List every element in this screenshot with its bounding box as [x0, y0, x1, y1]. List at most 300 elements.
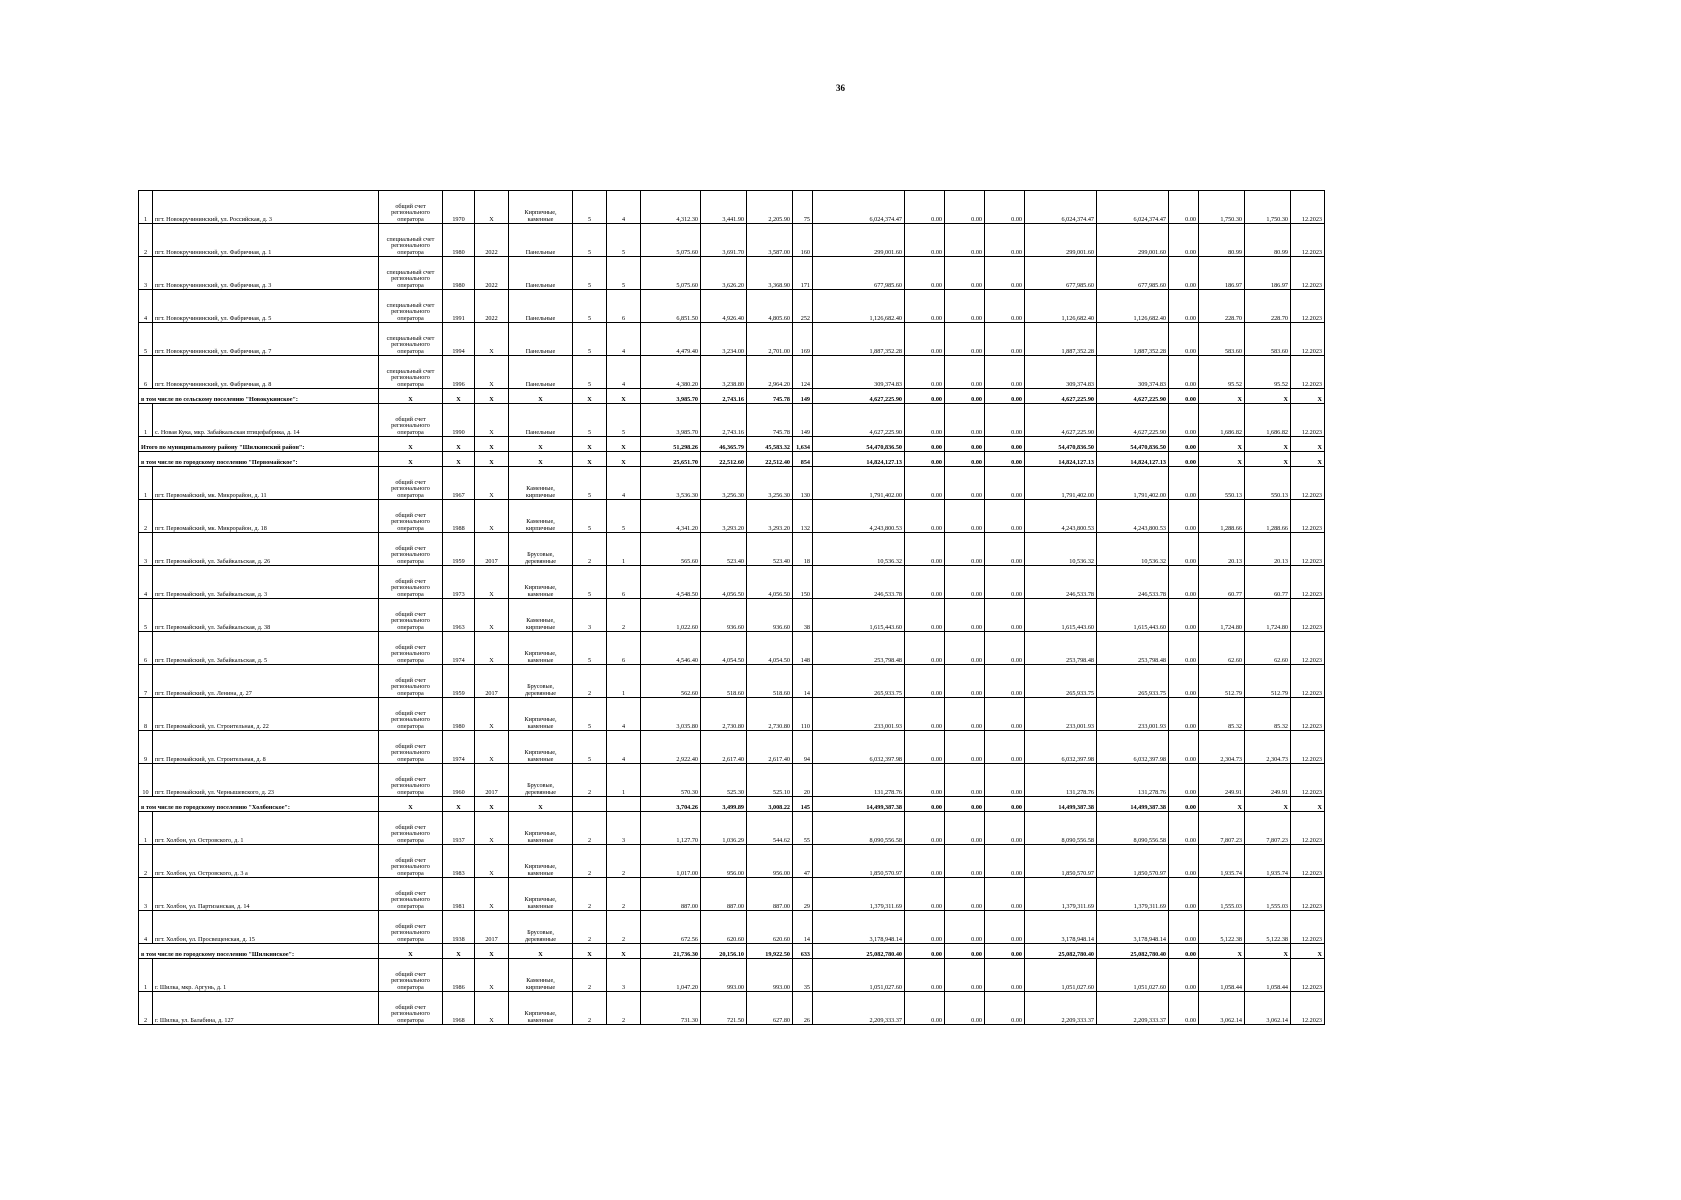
cell-premises-area: 3,234.00: [701, 323, 747, 356]
subtotal-cost-regional: 0.00: [945, 797, 985, 812]
cell-entrances: 6: [607, 632, 641, 665]
cell-floors: 2: [573, 992, 607, 1025]
subtotal-cost-federal: 0.00: [905, 389, 945, 404]
cell-total-cost: 246,533.78: [813, 566, 905, 599]
subtotal-cost-other: 0.00: [1169, 944, 1199, 959]
cell-planned-date: 12.2023: [1291, 878, 1325, 911]
cell-year-overhaul: Х: [475, 878, 509, 911]
subtotal-fund-account: Х: [379, 944, 443, 959]
cell-total-cost: 1,850,570.97: [813, 845, 905, 878]
subtotal-cost-local: 0.00: [985, 437, 1025, 452]
table-row: [139, 992, 1325, 1025]
cell-year-built: 1996: [443, 356, 475, 389]
cell-year-overhaul: Х: [475, 500, 509, 533]
table-row: [139, 290, 1325, 323]
cell-cost-other: 0.00: [1169, 764, 1199, 797]
cell-year-overhaul: Х: [475, 323, 509, 356]
cell-cost-owners: 131,278.76: [1025, 764, 1097, 797]
cell-cost-fund: 253,798.48: [1097, 632, 1169, 665]
cell-residential-area: 2,617.40: [747, 731, 793, 764]
cell-unit-cost: 60.77: [1199, 566, 1245, 599]
cell-cost-owners: 1,791,402.00: [1025, 467, 1097, 500]
cell-cost-fund: 1,379,311.69: [1097, 878, 1169, 911]
cell-max-unit-cost: 1,750.30: [1245, 191, 1291, 224]
cell-cost-federal: 0.00: [905, 731, 945, 764]
cell-total-area: 2,922.40: [641, 731, 701, 764]
cell-planned-date: 12.2023: [1291, 632, 1325, 665]
cell-address: пгт. Новокручининский, ул. Фабричная, д. 3: [153, 257, 379, 290]
cell-floors: 5: [573, 731, 607, 764]
subtotal-premises-area: 20,156.10: [701, 944, 747, 959]
cell-planned-date: 12.2023: [1291, 665, 1325, 698]
cell-premises-area: 525.30: [701, 764, 747, 797]
cell-entrances: 4: [607, 467, 641, 500]
cell-residents: 14: [793, 665, 813, 698]
cell-year-built: 1983: [443, 845, 475, 878]
cell-year-built: 1963: [443, 599, 475, 632]
cell-unit-cost: 1,555.03: [1199, 878, 1245, 911]
cell-cost-owners: 3,178,948.14: [1025, 911, 1097, 944]
cell-premises-area: 2,617.40: [701, 731, 747, 764]
cell-cost-regional: 0.00: [945, 992, 985, 1025]
cell-max-unit-cost: 3,062.14: [1245, 992, 1291, 1025]
cell-unit-cost: 1,750.30: [1199, 191, 1245, 224]
cell-floors: 2: [573, 911, 607, 944]
subtotal-cost-regional: 0.00: [945, 437, 985, 452]
cell-total-cost: 233,001.93: [813, 698, 905, 731]
cell-cost-fund: 677,985.60: [1097, 257, 1169, 290]
cell-wall-material: Каменные, кирпичные: [509, 959, 573, 992]
cell-row-number: 7: [139, 665, 153, 698]
cell-address: пгт. Первомайский, ул. Забайкальская, д. 38: [153, 599, 379, 632]
table-row: [139, 224, 1325, 257]
cell-floors: 5: [573, 566, 607, 599]
cell-wall-material: Кирпичные, каменные: [509, 191, 573, 224]
table-row: [139, 878, 1325, 911]
cell-cost-owners: 1,887,352.28: [1025, 323, 1097, 356]
cell-residents: 160: [793, 224, 813, 257]
subtotal-label: в том числе по сельскому поселению "Новокукинское":: [139, 389, 379, 404]
cell-cost-regional: 0.00: [945, 533, 985, 566]
cell-cost-owners: 677,985.60: [1025, 257, 1097, 290]
cell-premises-area: 2,743.16: [701, 404, 747, 437]
subtotal-cost-local: 0.00: [985, 452, 1025, 467]
cell-residents: 18: [793, 533, 813, 566]
cell-total-area: 4,546.40: [641, 632, 701, 665]
cell-cost-local: 0.00: [985, 356, 1025, 389]
cell-cost-federal: 0.00: [905, 599, 945, 632]
cell-max-unit-cost: 186.97: [1245, 257, 1291, 290]
table-row: [139, 566, 1325, 599]
cell-floors: 2: [573, 665, 607, 698]
cell-year-overhaul: Х: [475, 566, 509, 599]
cell-premises-area: 956.00: [701, 845, 747, 878]
cell-year-overhaul: 2022: [475, 290, 509, 323]
cell-max-unit-cost: 1,058.44: [1245, 959, 1291, 992]
cell-floors: 5: [573, 698, 607, 731]
cell-cost-other: 0.00: [1169, 698, 1199, 731]
subtotal-total-cost: 14,499,387.38: [813, 797, 905, 812]
cell-cost-fund: 1,051,027.60: [1097, 959, 1169, 992]
cell-wall-material: Каменные, кирпичные: [509, 467, 573, 500]
subtotal-residents: 633: [793, 944, 813, 959]
cell-residents: 148: [793, 632, 813, 665]
subtotal-floors: Х: [573, 452, 607, 467]
cell-cost-fund: 1,887,352.28: [1097, 323, 1169, 356]
cell-total-cost: 4,627,225.90: [813, 404, 905, 437]
cell-total-area: 1,022.60: [641, 599, 701, 632]
cell-floors: 5: [573, 323, 607, 356]
cell-planned-date: 12.2023: [1291, 566, 1325, 599]
cell-cost-regional: 0.00: [945, 323, 985, 356]
cell-cost-other: 0.00: [1169, 257, 1199, 290]
cell-cost-regional: 0.00: [945, 500, 985, 533]
subtotal-max-unit-cost: Х: [1245, 944, 1291, 959]
cell-total-area: 5,075.60: [641, 257, 701, 290]
cell-entrances: 2: [607, 599, 641, 632]
subtotal-cost-other: 0.00: [1169, 437, 1199, 452]
cell-cost-owners: 1,051,027.60: [1025, 959, 1097, 992]
cell-address: пгт. Первомайский, ул. Строительная, д. 8: [153, 731, 379, 764]
subtotal-wall-material: Х: [509, 452, 573, 467]
cell-floors: 5: [573, 500, 607, 533]
cell-cost-regional: 0.00: [945, 845, 985, 878]
cell-year-overhaul: Х: [475, 731, 509, 764]
cell-fund-account: специальный счет регионального оператора: [379, 224, 443, 257]
cell-cost-fund: 10,536.32: [1097, 533, 1169, 566]
cell-total-cost: 265,933.75: [813, 665, 905, 698]
cell-max-unit-cost: 1,555.03: [1245, 878, 1291, 911]
cell-residents: 38: [793, 599, 813, 632]
cell-residential-area: 3,293.20: [747, 500, 793, 533]
cell-floors: 2: [573, 812, 607, 845]
subtotal-residents: 149: [793, 389, 813, 404]
cell-year-overhaul: Х: [475, 599, 509, 632]
cell-total-cost: 1,615,443.60: [813, 599, 905, 632]
cell-residents: 55: [793, 812, 813, 845]
cell-total-area: 1,127.70: [641, 812, 701, 845]
subtotal-entrances: Х: [607, 437, 641, 452]
cell-cost-owners: 6,032,397.98: [1025, 731, 1097, 764]
cell-address: пгт. Новокручининский, ул. Фабричная, д. 8: [153, 356, 379, 389]
subtotal-floors: Х: [573, 389, 607, 404]
cell-residential-area: 993.00: [747, 959, 793, 992]
cell-residents: 130: [793, 467, 813, 500]
cell-residential-area: 2,964.20: [747, 356, 793, 389]
cell-entrances: 1: [607, 764, 641, 797]
cell-premises-area: 3,626.20: [701, 257, 747, 290]
cell-max-unit-cost: 62.60: [1245, 632, 1291, 665]
cell-max-unit-cost: 583.60: [1245, 323, 1291, 356]
cell-planned-date: 12.2023: [1291, 959, 1325, 992]
cell-fund-account: общий счет регионального оператора: [379, 911, 443, 944]
subtotal-cost-owners: 4,627,225.90: [1025, 389, 1097, 404]
cell-address: пгт. Первомайский, ул. Забайкальская, д. 5: [153, 632, 379, 665]
cell-cost-federal: 0.00: [905, 959, 945, 992]
subtotal-cost-fund: 14,499,387.38: [1097, 797, 1169, 812]
cell-premises-area: 721.50: [701, 992, 747, 1025]
cell-unit-cost: 5,122.38: [1199, 911, 1245, 944]
cell-fund-account: общий счет регионального оператора: [379, 500, 443, 533]
cell-entrances: 5: [607, 404, 641, 437]
cell-year-built: 1959: [443, 665, 475, 698]
cell-max-unit-cost: 228.70: [1245, 290, 1291, 323]
cell-entrances: 6: [607, 290, 641, 323]
cell-residential-area: 936.60: [747, 599, 793, 632]
cell-cost-other: 0.00: [1169, 959, 1199, 992]
cell-row-number: 10: [139, 764, 153, 797]
subtotal-total-area: 3,985.70: [641, 389, 701, 404]
cell-max-unit-cost: 1,724.80: [1245, 599, 1291, 632]
cell-fund-account: общий счет регионального оператора: [379, 404, 443, 437]
cell-address: пгт. Холбон, ул. Просвещенская, д. 15: [153, 911, 379, 944]
cell-cost-fund: 6,032,397.98: [1097, 731, 1169, 764]
table-row: [139, 812, 1325, 845]
subtotal-cost-fund: 14,824,127.13: [1097, 452, 1169, 467]
cell-cost-federal: 0.00: [905, 404, 945, 437]
cell-cost-federal: 0.00: [905, 665, 945, 698]
cell-row-number: 4: [139, 566, 153, 599]
subtotal-year-overhaul: Х: [475, 944, 509, 959]
subtotal-cost-other: 0.00: [1169, 452, 1199, 467]
cell-unit-cost: 1,724.80: [1199, 599, 1245, 632]
cell-floors: 3: [573, 599, 607, 632]
cell-cost-other: 0.00: [1169, 191, 1199, 224]
cell-premises-area: 518.60: [701, 665, 747, 698]
cell-wall-material: Брусовые, деревянные: [509, 911, 573, 944]
cell-wall-material: Кирпичные, каменные: [509, 878, 573, 911]
cell-residential-area: 887.00: [747, 878, 793, 911]
cell-cost-federal: 0.00: [905, 323, 945, 356]
table-row: [139, 404, 1325, 437]
cell-fund-account: общий счет регионального оператора: [379, 632, 443, 665]
cell-entrances: 5: [607, 500, 641, 533]
housing-register-table: [138, 190, 1325, 1025]
cell-wall-material: Панельные: [509, 290, 573, 323]
cell-residents: 150: [793, 566, 813, 599]
cell-cost-owners: 265,933.75: [1025, 665, 1097, 698]
cell-residential-area: 544.62: [747, 812, 793, 845]
subtotal-entrances: Х: [607, 389, 641, 404]
cell-year-overhaul: 2022: [475, 224, 509, 257]
cell-max-unit-cost: 1,935.74: [1245, 845, 1291, 878]
cell-unit-cost: 550.13: [1199, 467, 1245, 500]
cell-wall-material: Кирпичные, каменные: [509, 632, 573, 665]
cell-entrances: 2: [607, 911, 641, 944]
subtotal-total-area: 21,736.30: [641, 944, 701, 959]
cell-wall-material: Брусовые, деревянные: [509, 533, 573, 566]
subtotal-planned-date: Х: [1291, 944, 1325, 959]
cell-cost-local: 0.00: [985, 764, 1025, 797]
cell-entrances: 1: [607, 533, 641, 566]
subtotal-max-unit-cost: Х: [1245, 797, 1291, 812]
cell-premises-area: 3,256.30: [701, 467, 747, 500]
cell-total-cost: 6,032,397.98: [813, 731, 905, 764]
cell-residential-area: 627.80: [747, 992, 793, 1025]
cell-premises-area: 887.00: [701, 878, 747, 911]
cell-address: г. Шилка, мкр. Аргунь, д. 1: [153, 959, 379, 992]
cell-cost-federal: 0.00: [905, 911, 945, 944]
cell-row-number: 1: [139, 467, 153, 500]
cell-entrances: 4: [607, 698, 641, 731]
subtotal-unit-cost: Х: [1199, 797, 1245, 812]
cell-year-overhaul: 2017: [475, 665, 509, 698]
cell-total-area: 4,380.20: [641, 356, 701, 389]
table-row: [139, 356, 1325, 389]
cell-total-area: 887.00: [641, 878, 701, 911]
cell-residents: 124: [793, 356, 813, 389]
cell-unit-cost: 228.70: [1199, 290, 1245, 323]
cell-address: пгт. Первомайский, мк. Микрорайон, д. 18: [153, 500, 379, 533]
cell-cost-owners: 309,374.83: [1025, 356, 1097, 389]
cell-total-cost: 1,126,682.40: [813, 290, 905, 323]
cell-address: г. Шилка, ул. Балабина, д. 127: [153, 992, 379, 1025]
subtotal-total-area: 51,298.26: [641, 437, 701, 452]
cell-fund-account: общий счет регионального оператора: [379, 959, 443, 992]
subtotal-max-unit-cost: Х: [1245, 437, 1291, 452]
cell-row-number: 1: [139, 404, 153, 437]
cell-year-overhaul: Х: [475, 845, 509, 878]
subtotal-cost-federal: 0.00: [905, 452, 945, 467]
cell-cost-federal: 0.00: [905, 566, 945, 599]
cell-cost-local: 0.00: [985, 911, 1025, 944]
cell-cost-local: 0.00: [985, 812, 1025, 845]
cell-max-unit-cost: 5,122.38: [1245, 911, 1291, 944]
cell-planned-date: 12.2023: [1291, 290, 1325, 323]
cell-residents: 26: [793, 992, 813, 1025]
cell-residential-area: 620.60: [747, 911, 793, 944]
subtotal-cost-owners: 25,082,780.40: [1025, 944, 1097, 959]
subtotal-residents: 145: [793, 797, 813, 812]
subtotal-planned-date: Х: [1291, 437, 1325, 452]
cell-cost-local: 0.00: [985, 566, 1025, 599]
cell-unit-cost: 7,807.23: [1199, 812, 1245, 845]
cell-fund-account: общий счет регионального оператора: [379, 992, 443, 1025]
cell-cost-local: 0.00: [985, 878, 1025, 911]
cell-premises-area: 1,036.29: [701, 812, 747, 845]
cell-cost-regional: 0.00: [945, 257, 985, 290]
cell-max-unit-cost: 20.13: [1245, 533, 1291, 566]
cell-fund-account: общий счет регионального оператора: [379, 191, 443, 224]
cell-cost-owners: 2,209,333.37: [1025, 992, 1097, 1025]
subtotal-cost-local: 0.00: [985, 389, 1025, 404]
cell-wall-material: Каменные, кирпичные: [509, 500, 573, 533]
cell-year-built: 1968: [443, 992, 475, 1025]
subtotal-floors: [573, 797, 607, 812]
cell-cost-regional: 0.00: [945, 191, 985, 224]
table-row: [139, 323, 1325, 356]
cell-cost-regional: 0.00: [945, 566, 985, 599]
cell-address: пгт. Новокручининский, ул. Фабричная, д. 7: [153, 323, 379, 356]
subtotal-premises-area: 2,743.16: [701, 389, 747, 404]
cell-premises-area: 3,691.70: [701, 224, 747, 257]
cell-residential-area: 3,368.90: [747, 257, 793, 290]
cell-cost-other: 0.00: [1169, 845, 1199, 878]
subtotal-entrances: Х: [607, 944, 641, 959]
subtotal-cost-local: 0.00: [985, 944, 1025, 959]
cell-cost-owners: 1,379,311.69: [1025, 878, 1097, 911]
cell-cost-regional: 0.00: [945, 959, 985, 992]
cell-cost-federal: 0.00: [905, 191, 945, 224]
cell-cost-other: 0.00: [1169, 566, 1199, 599]
cell-cost-other: 0.00: [1169, 500, 1199, 533]
cell-residents: 47: [793, 845, 813, 878]
cell-row-number: 5: [139, 599, 153, 632]
cell-max-unit-cost: 1,288.66: [1245, 500, 1291, 533]
cell-premises-area: 4,926.40: [701, 290, 747, 323]
subtotal-wall-material: Х: [509, 389, 573, 404]
cell-cost-fund: 131,278.76: [1097, 764, 1169, 797]
cell-total-cost: 1,791,402.00: [813, 467, 905, 500]
cell-residents: 29: [793, 878, 813, 911]
cell-total-area: 3,035.80: [641, 698, 701, 731]
cell-cost-local: 0.00: [985, 992, 1025, 1025]
cell-floors: 2: [573, 845, 607, 878]
cell-max-unit-cost: 80.99: [1245, 224, 1291, 257]
cell-planned-date: 12.2023: [1291, 533, 1325, 566]
cell-unit-cost: 1,686.82: [1199, 404, 1245, 437]
cell-address: пгт. Первомайский, мк. Микрорайон, д. 11: [153, 467, 379, 500]
cell-floors: 2: [573, 878, 607, 911]
cell-unit-cost: 1,935.74: [1199, 845, 1245, 878]
cell-cost-federal: 0.00: [905, 224, 945, 257]
cell-wall-material: Каменные, кирпичные: [509, 599, 573, 632]
cell-residents: 149: [793, 404, 813, 437]
cell-unit-cost: 80.99: [1199, 224, 1245, 257]
cell-fund-account: общий счет регионального оператора: [379, 812, 443, 845]
cell-cost-fund: 246,533.78: [1097, 566, 1169, 599]
cell-cost-owners: 6,024,374.47: [1025, 191, 1097, 224]
cell-cost-local: 0.00: [985, 845, 1025, 878]
subtotal-total-cost: 4,627,225.90: [813, 389, 905, 404]
table-row: [139, 959, 1325, 992]
cell-year-built: 1991: [443, 290, 475, 323]
subtotal-row: [139, 452, 1325, 467]
subtotal-residential-area: 22,512.40: [747, 452, 793, 467]
cell-residents: 169: [793, 323, 813, 356]
cell-cost-regional: 0.00: [945, 356, 985, 389]
cell-total-area: 4,341.20: [641, 500, 701, 533]
subtotal-cost-local: 0.00: [985, 797, 1025, 812]
cell-year-overhaul: Х: [475, 632, 509, 665]
cell-cost-fund: 233,001.93: [1097, 698, 1169, 731]
subtotal-year-overhaul: Х: [475, 797, 509, 812]
cell-premises-area: 620.60: [701, 911, 747, 944]
cell-cost-federal: 0.00: [905, 467, 945, 500]
cell-total-area: 565.60: [641, 533, 701, 566]
cell-residents: 35: [793, 959, 813, 992]
cell-total-cost: 10,536.32: [813, 533, 905, 566]
cell-fund-account: общий счет регионального оператора: [379, 599, 443, 632]
subtotal-cost-regional: 0.00: [945, 389, 985, 404]
cell-year-built: 1981: [443, 878, 475, 911]
cell-entrances: 4: [607, 731, 641, 764]
page-number: 36: [836, 83, 845, 93]
cell-fund-account: специальный счет регионального оператора: [379, 356, 443, 389]
cell-address: пгт. Первомайский, ул. Забайкальская, д. 3: [153, 566, 379, 599]
cell-floors: 5: [573, 356, 607, 389]
subtotal-total-cost: 25,082,780.40: [813, 944, 905, 959]
cell-wall-material: Панельные: [509, 356, 573, 389]
cell-cost-federal: 0.00: [905, 533, 945, 566]
cell-cost-fund: 4,243,800.53: [1097, 500, 1169, 533]
cell-year-built: 1980: [443, 698, 475, 731]
cell-planned-date: 12.2023: [1291, 356, 1325, 389]
subtotal-year-overhaul: Х: [475, 437, 509, 452]
cell-cost-fund: 1,850,570.97: [1097, 845, 1169, 878]
cell-wall-material: Кирпичные, каменные: [509, 812, 573, 845]
table-row: [139, 698, 1325, 731]
